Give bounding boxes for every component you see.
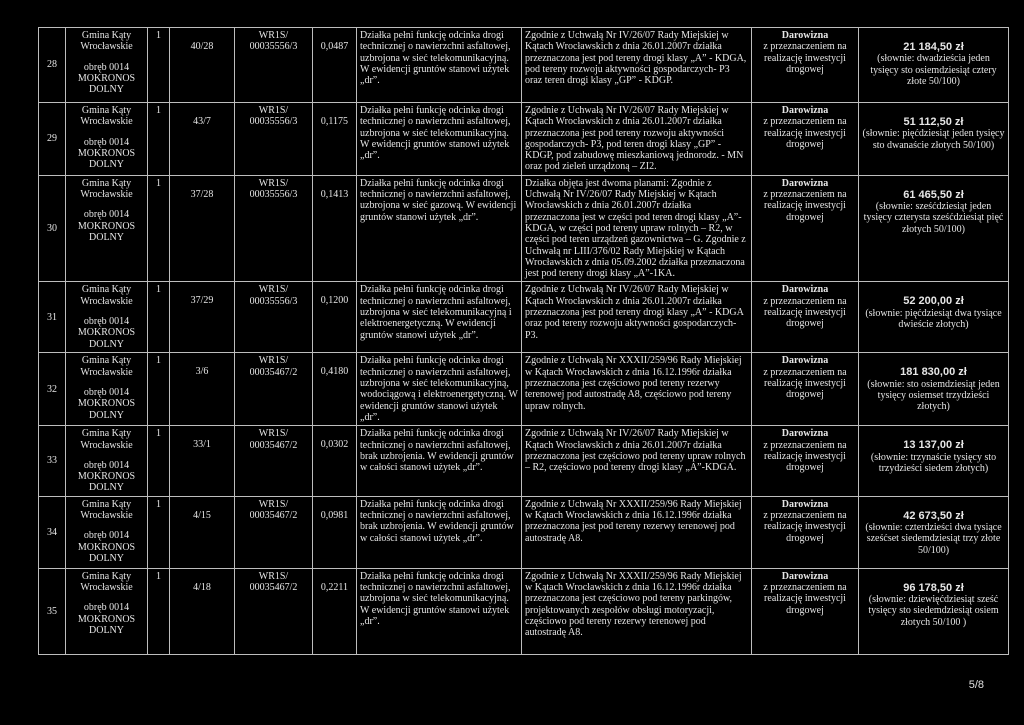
precinct-name-2: DOLNY <box>89 84 124 96</box>
transfer-form-cell <box>752 282 859 353</box>
table-row <box>39 282 1009 353</box>
municipality: Gmina Kąty <box>81 177 132 189</box>
land-register-number: 00035467/2 <box>249 439 298 451</box>
location-cell <box>66 426 148 496</box>
parcel-number: 40/28 <box>170 28 235 103</box>
table-body <box>39 28 1009 655</box>
transfer-form-cell <box>752 103 859 176</box>
parcel-number: 33/1 <box>170 426 235 496</box>
value-in-words: (słownie: pięćdziesiąt jeden tysięcy sto dwanaście złotych 50/100) <box>862 128 1005 151</box>
parcel-description: Działka pełni funkcję odcinka drogi technicznej o nawierzchni asfaltowej, uzbrojona w sieć telekomunikacyjną, wodociągową i elektroenergetyczną. W ewidencji gruntów stanowi użytek „dr”. <box>357 353 522 426</box>
parcel-area: 0,1175 <box>313 103 357 176</box>
parcel-description: Działka pełni funkcję odcinka drogi technicznej o nawierzchni asfaltowej, uzbrojona w sieć telekomunikacyjną. W ewidencji gruntów stanowi użytek „dr”. <box>357 28 522 103</box>
zoning-plan: Działka objęta jest dwoma planami: Zgodnie z Uchwałą Nr IV/26/07 Rady Miejskiej w Kątach Wrocławskich z dnia 26.01.2007r działka przeznaczona jest w części pod teren drogi klasy „A”-KDGA, w części pod tereny upraw rolnych – R2, w części pod teren urządzeń gazownictwa – G. Zgodnie z Uchwałą nr LIII/376/02 Rady Miejskiej w Kątach Wrocławskich z dnia 05.09.2002 działka przeznaczona jest pod tereny drogi klasy „A”-1KA. <box>522 175 752 282</box>
parcel-area: 0,0487 <box>313 28 357 103</box>
table-row <box>39 568 1009 654</box>
value-cell <box>859 28 1009 103</box>
municipality-region: Wrocławskie <box>80 582 133 594</box>
sheet-number: 1 <box>148 28 170 103</box>
land-register-cell <box>235 353 313 426</box>
transfer-purpose: z przeznaczeniem na realizację inwestycji drogowej <box>763 439 847 474</box>
row-number: 30 <box>39 175 66 282</box>
land-register-cell <box>235 28 313 103</box>
precinct-name-2: DOLNY <box>89 338 124 350</box>
parcel-number: 43/7 <box>170 103 235 176</box>
municipality: Gmina Kąty <box>81 498 132 510</box>
row-number: 34 <box>39 496 66 568</box>
zoning-plan: Zgodnie z Uchwałą Nr IV/26/07 Rady Miejskiej w Kątach Wrocławskich z dnia 26.01.2007r działka przeznaczona jest pod tereny drogi klasy „A” - KDGA, pod tereny rozwoju aktywności gospodarczych- P3 oraz teren drogi klasy „GP” - KDGP. <box>522 28 752 103</box>
precinct-name-2: DOLNY <box>89 552 124 564</box>
sheet-number: 1 <box>148 568 170 654</box>
sheet-number: 1 <box>148 282 170 353</box>
row-number: 31 <box>39 282 66 353</box>
land-register-prefix: WR1S/ <box>258 177 289 189</box>
value-cell <box>859 426 1009 496</box>
row-number: 35 <box>39 568 66 654</box>
parcel-area: 0,0302 <box>313 426 357 496</box>
precinct-name-2: DOLNY <box>89 159 124 171</box>
land-register-prefix: WR1S/ <box>258 105 289 116</box>
parcel-description: Działka pełni funkcję odcinka drogi technicznej o nawierzchni asfaltowej, uzbrojona w sieć telekomunikacyjną. W ewidencji gruntów stanowi użytek „dr”. <box>357 568 522 654</box>
value-in-words: (słownie: sześćdziesiąt jeden tysięcy czterysta sześćdziesiąt pięć złotych 50/100) <box>863 201 1004 235</box>
value-in-words: (słownie: pięćdziesiąt dwa tysiące dwieście złotych) <box>865 307 1002 331</box>
table-row <box>39 103 1009 176</box>
parcel-description: Działka pełni funkcję odcinka drogi technicznej o nawierzchni asfaltowej, uzbrojona w sieć telekomunikacyjną i elektroenergetyczną. W ewidencji gruntów stanowi użytek „dr”. <box>357 282 522 353</box>
parcel-number: 4/18 <box>170 568 235 654</box>
land-register-number: 00035467/2 <box>249 510 298 522</box>
sheet-number: 1 <box>148 426 170 496</box>
precinct-name: MOKRONOS <box>77 72 136 84</box>
parcel-description: Działka pełni funkcję odcinka drogi technicznej o nawierzchni asfaltowej, brak uzbrojenia. W ewidencji gruntów w całości stanowi użytek „dr”. <box>357 426 522 496</box>
land-register-prefix: WR1S/ <box>258 30 289 41</box>
municipality: Gmina Kąty <box>81 30 132 41</box>
zoning-plan: Zgodnie z Uchwałą Nr IV/26/07 Rady Miejskiej w Kątach Wrocławskich z dnia 26.01.2007r działka przeznaczona jest pod tereny rozwoju aktywności gospodarczych- P3, pod teren drogi klasy „GP” - KDGP, pod zabudowę mieszkaniową jednorodz. - MN oraz pod zieleń urządzoną – ZI2. <box>522 103 752 176</box>
sheet-number: 1 <box>148 175 170 282</box>
parcel-description: Działka pełni funkcję odcinka drogi technicznej o nawierzchni asfaltowej, uzbrojona w sieć telekomunikacyjną. W ewidencji gruntów stanowi użytek „dr”. <box>357 103 522 176</box>
value-cell <box>859 568 1009 654</box>
location-cell <box>66 175 148 282</box>
value-amount: 52 200,00 zł <box>903 295 964 308</box>
transfer-purpose: z przeznaczeniem na realizację inwestycji drogowej <box>763 366 847 401</box>
parcel-number: 3/6 <box>170 353 235 426</box>
transfer-form: Darowizna <box>781 428 829 440</box>
table-row <box>39 28 1009 103</box>
table-row <box>39 353 1009 426</box>
location-cell <box>66 496 148 568</box>
zoning-plan: Zgodnie z Uchwałą Nr IV/26/07 Rady Miejskiej w Kątach Wrocławskich z dnia 26.01.2007r działka przeznaczona jest częściowo pod tereny upraw rolnych – R2, częściowo pod tereny drogi klasy „A”-KDGA. <box>522 426 752 496</box>
location-cell <box>66 103 148 176</box>
transfer-form: Darowizna <box>781 177 829 189</box>
value-amount: 51 112,50 zł <box>903 116 964 128</box>
precinct: obręb 0014 <box>83 602 130 614</box>
municipality: Gmina Kąty <box>81 428 132 440</box>
transfer-form: Darowizna <box>781 284 829 296</box>
precinct: obręb 0014 <box>83 530 130 542</box>
parcel-area: 0,1413 <box>313 175 357 282</box>
table-row <box>39 496 1009 568</box>
parcel-number: 4/15 <box>170 496 235 568</box>
value-amount: 181 830,00 zł <box>900 366 967 379</box>
value-cell <box>859 282 1009 353</box>
land-register-number: 00035556/3 <box>249 116 298 128</box>
zoning-plan: Zgodnie z Uchwałą Nr IV/26/07 Rady Miejskiej w Kątach Wrocławskich z dnia 26.01.2007r działka przeznaczona jest pod tereny drogi klasy „A” - KDGA oraz pod tereny rozwoju aktywności gospodarczych- P3. <box>522 282 752 353</box>
transfer-form: Darowizna <box>781 355 829 367</box>
land-register-prefix: WR1S/ <box>258 428 289 440</box>
municipality: Gmina Kąty <box>81 284 132 296</box>
precinct-name: MOKRONOS <box>77 613 136 625</box>
land-register-prefix: WR1S/ <box>258 284 289 296</box>
value-cell <box>859 496 1009 568</box>
land-register-number: 00035467/2 <box>249 582 298 594</box>
value-cell <box>859 353 1009 426</box>
precinct-name-2: DOLNY <box>89 482 124 494</box>
land-register-cell <box>235 426 313 496</box>
value-amount: 21 184,50 zł <box>903 41 964 53</box>
value-in-words: (słownie: dziewięćdziesiąt sześć tysięcy sto siedemdziesiąt osiem złotych 50/100 ) <box>868 594 999 628</box>
municipality: Gmina Kąty <box>81 105 132 116</box>
precinct-name: MOKRONOS <box>77 398 136 410</box>
row-number: 32 <box>39 353 66 426</box>
precinct-name: MOKRONOS <box>77 471 136 483</box>
municipality-region: Wrocławskie <box>80 189 133 201</box>
value-amount: 13 137,00 zł <box>903 439 964 452</box>
municipality: Gmina Kąty <box>81 355 132 367</box>
location-cell <box>66 282 148 353</box>
row-number: 33 <box>39 426 66 496</box>
municipality: Gmina Kąty <box>81 570 132 582</box>
transfer-form-cell <box>752 568 859 654</box>
transfer-purpose: z przeznaczeniem na realizację inwestycji drogowej <box>763 116 847 150</box>
value-amount: 61 465,50 zł <box>903 188 964 201</box>
zoning-plan: Zgodnie z Uchwałą Nr XXXII/259/96 Rady Miejskiej w Kątach Wrocławskich z dnia 16.12.1996r działka przeznaczona jest częściowo pod tereny parkingów, projektowanych zespołów obsługi motoryzacji, częściowo pod tereny rezerwy terenowej pod autostradę A8. <box>522 568 752 654</box>
land-register-cell <box>235 568 313 654</box>
transfer-form: Darowizna <box>781 30 829 41</box>
land-register-number: 00035556/3 <box>249 41 298 53</box>
location-cell <box>66 28 148 103</box>
precinct-name: MOKRONOS <box>77 541 136 553</box>
zoning-plan: Zgodnie z Uchwałą Nr XXXII/259/96 Rady Miejskiej w Kątach Wrocławskich z dnia 16.12.1996r działka przeznaczona jest częściowo pod tereny rezerwy terenowej pod autostradę A8, częściowo pod tereny upraw rolnych. <box>522 353 752 426</box>
municipality-region: Wrocławskie <box>80 510 133 522</box>
transfer-form: Darowizna <box>781 570 829 582</box>
precinct: obręb 0014 <box>83 316 130 328</box>
transfer-purpose: z przeznaczeniem na realizację inwestycji drogowej <box>763 510 847 544</box>
transfer-form-cell <box>752 175 859 282</box>
sheet-number: 1 <box>148 103 170 176</box>
transfer-form-cell <box>752 353 859 426</box>
municipality-region: Wrocławskie <box>80 295 133 307</box>
page-number: 5/8 <box>968 679 984 691</box>
value-amount: 42 673,50 zł <box>903 509 964 522</box>
transfer-purpose: z przeznaczeniem na realizację inwestycji drogowej <box>763 41 847 75</box>
parcel-area: 0,4180 <box>313 353 357 426</box>
precinct: obręb 0014 <box>83 459 130 471</box>
precinct: obręb 0014 <box>83 387 130 399</box>
land-register-cell <box>235 175 313 282</box>
land-register-prefix: WR1S/ <box>258 498 289 510</box>
value-amount: 96 178,50 zł <box>903 581 964 594</box>
row-number: 29 <box>39 103 66 176</box>
parcel-area: 0,0981 <box>313 496 357 568</box>
land-register-cell <box>235 103 313 176</box>
transfer-form: Darowizna <box>781 498 829 510</box>
zoning-plan: Zgodnie z Uchwałą Nr XXXII/259/96 Rady Miejskiej w Kątach Wrocławskich z dnia 16.12.1996r działka przeznaczona jest pod tereny rezerwy terenowej pod autostradę A8. <box>522 496 752 568</box>
precinct-name: MOKRONOS <box>77 220 136 232</box>
municipality-region: Wrocławskie <box>80 366 133 378</box>
precinct: obręb 0014 <box>83 209 130 221</box>
transfer-form: Darowizna <box>781 105 829 116</box>
table-row <box>39 426 1009 496</box>
precinct-name-2: DOLNY <box>89 231 124 243</box>
table-row <box>39 175 1009 282</box>
sheet-number: 1 <box>148 496 170 568</box>
precinct-name-2: DOLNY <box>89 409 124 421</box>
value-cell <box>859 175 1009 282</box>
land-register-prefix: WR1S/ <box>258 570 289 582</box>
land-register-prefix: WR1S/ <box>258 355 289 367</box>
transfer-form-cell <box>752 426 859 496</box>
value-cell <box>859 103 1009 176</box>
precinct: obręb 0014 <box>83 136 130 148</box>
value-in-words: (słownie: trzynaście tysięcy sto trzydzieści siedem złotych) <box>870 451 997 474</box>
transfer-purpose: z przeznaczeniem na realizację inwestycji drogowej <box>763 295 847 330</box>
parcel-description: Działka pełni funkcję odcinka drogi technicznej o nawierzchni asfaltowej, brak uzbrojenia. W ewidencji gruntów w całości stanowi użytek „dr”. <box>357 496 522 568</box>
land-register-number: 00035467/2 <box>249 366 298 378</box>
parcel-number: 37/28 <box>170 175 235 282</box>
row-number: 28 <box>39 28 66 103</box>
transfer-purpose: z przeznaczeniem na realizację inwestycji drogowej <box>763 582 847 616</box>
transfer-form-cell <box>752 496 859 568</box>
value-in-words: (słownie: dwadzieścia jeden tysięcy sto osiemdziesiąt cztery złote 50/100) <box>870 53 997 87</box>
land-register-cell <box>235 496 313 568</box>
value-in-words: (słownie: czterdzieści dwa tysiące sześćset siedemdziesiąt trzy złote 50/100) <box>865 522 1002 556</box>
municipality-region: Wrocławskie <box>80 116 133 128</box>
location-cell <box>66 353 148 426</box>
parcel-description: Działka pełni funkcję odcinka drogi technicznej o nawierzchni asfaltowej, uzbrojona w sieć gazową. W ewidencji gruntów stanowi użytek „dr”. <box>357 175 522 282</box>
parcel-number: 37/29 <box>170 282 235 353</box>
precinct: obręb 0014 <box>83 61 130 73</box>
land-register-cell <box>235 282 313 353</box>
precinct-name: MOKRONOS <box>77 327 136 339</box>
location-cell <box>66 568 148 654</box>
land-register-number: 00035556/3 <box>249 189 298 201</box>
parcel-area: 0,1200 <box>313 282 357 353</box>
municipality-region: Wrocławskie <box>80 41 133 53</box>
parcel-area: 0,2211 <box>313 568 357 654</box>
sheet-number: 1 <box>148 353 170 426</box>
precinct-name-2: DOLNY <box>89 624 124 636</box>
transfer-form-cell <box>752 28 859 103</box>
value-in-words: (słownie: sto osiemdziesiąt jeden tysięcy osiemset trzydzieści złotych) <box>867 378 1000 413</box>
land-register-number: 00035556/3 <box>249 295 298 307</box>
transfer-purpose: z przeznaczeniem na realizację inwestycji drogowej <box>763 189 847 223</box>
precinct-name: MOKRONOS <box>77 147 136 159</box>
property-table <box>38 27 1009 655</box>
municipality-region: Wrocławskie <box>80 439 133 451</box>
